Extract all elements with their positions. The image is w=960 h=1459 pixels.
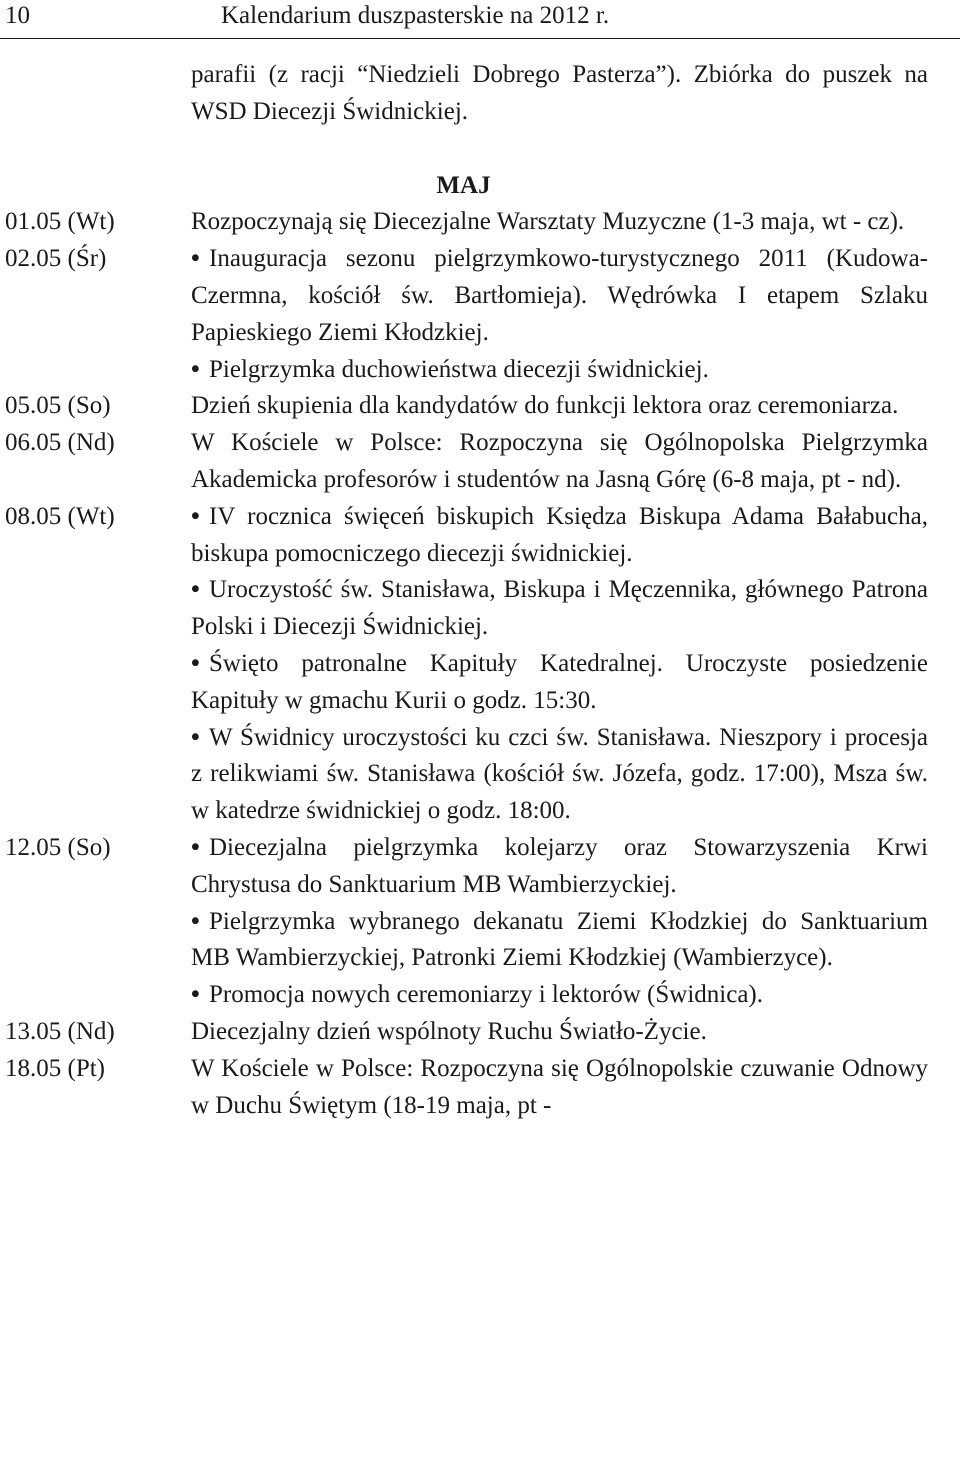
running-header (0, 0, 960, 39)
entry-date: 12.05 (So) (5, 833, 111, 861)
entry-date: 02.05 (Śr) (5, 245, 107, 273)
entry-content (191, 499, 928, 830)
month-heading: MAJ (436, 171, 491, 199)
calendar-entry (0, 388, 960, 425)
bulleted-item: • Uroczystość św. Stanisława, Biskupa i Męczennika, głównego Patrona Polski i Diecezji Świdnickiej. (191, 572, 928, 646)
entry-content (191, 830, 928, 1014)
entry-date: 01.05 (Wt) (5, 208, 115, 236)
calendar-entry (0, 1051, 960, 1125)
entry-text: W Kościele w Polsce: Rozpoczyna się Ogólnopolska Pielgrzymka Akademicka profesorów i studentów na Jasną Górę (6-8 maja, pt - nd). (191, 429, 928, 493)
bulleted-item: • Pielgrzymka duchowieństwa diecezji świdnickiej. (191, 352, 928, 389)
calendar-entry (0, 830, 960, 1014)
bulleted-item: • Święto patronalne Kapituły Katedralnej. Uroczyste posiedzenie Kapituły w gmachu Kurii o godz. 15:30. (191, 646, 928, 720)
bulleted-item: • W Świdnicy uroczystości ku czci św. Stanisława. Nieszpory i procesja z relikwiami św. Stanisława (kościół św. Józefa, godz. 17:00), Msza św. w katedrze świdnickiej o godz. 18:00. (191, 720, 928, 830)
document-body (0, 57, 960, 1124)
entry-text: Dzień skupienia dla kandydatów do funkcji lektora oraz ceremoniarza. (191, 392, 899, 420)
page-number: 10 (5, 2, 30, 29)
entry-date: 08.05 (Wt) (5, 502, 115, 530)
calendar-entry (0, 425, 960, 499)
calendar-entry (0, 1014, 960, 1051)
entry-text: W Kościele w Polsce: Rozpoczyna się Ogólnopolskie czuwanie Odnowy w Duchu Świętym (18-19 maja, pt - (191, 1054, 928, 1119)
entry-content (191, 1014, 928, 1051)
entry-content (191, 388, 928, 425)
running-title: Kalendarium duszpasterskie na 2012 r. (221, 2, 610, 29)
entry-content (191, 425, 928, 499)
entry-content (191, 204, 928, 241)
entry-content (191, 241, 928, 388)
bulleted-item: • Pielgrzymka wybranego dekanatu Ziemi Kłodzkiej do Sanktuarium MB Wambierzyckiej, Patronki Ziemi Kłodzkiej (Wambierzyce). (191, 904, 928, 978)
calendar-entries (0, 204, 960, 1124)
calendar-entry (0, 499, 960, 830)
entry-text: Diecezjalny dzień wspólnoty Ruchu Światło-Życie. (191, 1017, 707, 1045)
calendar-entry (0, 241, 960, 388)
entry-date: 05.05 (So) (5, 392, 111, 420)
bulleted-item: • IV rocznica święceń biskupich Księdza Biskupa Adama Bałabucha, biskupa pomocniczego diecezji świdnickiej. (191, 499, 928, 573)
bulleted-item: • Promocja nowych ceremoniarzy i lektorów (Świdnica). (191, 977, 928, 1014)
entry-content (191, 1051, 928, 1125)
bulleted-item: • Diecezjalna pielgrzymka kolejarzy oraz Stowarzyszenia Krwi Chrystusa do Sanktuarium MB Wambierzyckiej. (191, 830, 928, 904)
entry-date: 13.05 (Nd) (5, 1017, 115, 1045)
entry-text: Rozpoczynają się Diecezjalne Warsztaty Muzyczne (1-3 maja, wt - cz). (191, 208, 905, 236)
calendar-entry (0, 204, 960, 241)
entry-date: 18.05 (Pt) (5, 1054, 105, 1082)
entry-date: 06.05 (Nd) (5, 429, 115, 457)
bulleted-item: • Inauguracja sezonu pielgrzymkowo-turystycznego 2011 (Kudowa-Czermna, kościół św. Bartłomieja). Wędrówka I etapem Szlaku Papieskiego Ziemi Kłodzkiej. (191, 241, 928, 351)
continuation-paragraph: parafii (z racji “Niedzieli Dobrego Pasterza”). Zbiórka do puszek na WSD Diecezji Świdnickiej. (191, 61, 928, 125)
